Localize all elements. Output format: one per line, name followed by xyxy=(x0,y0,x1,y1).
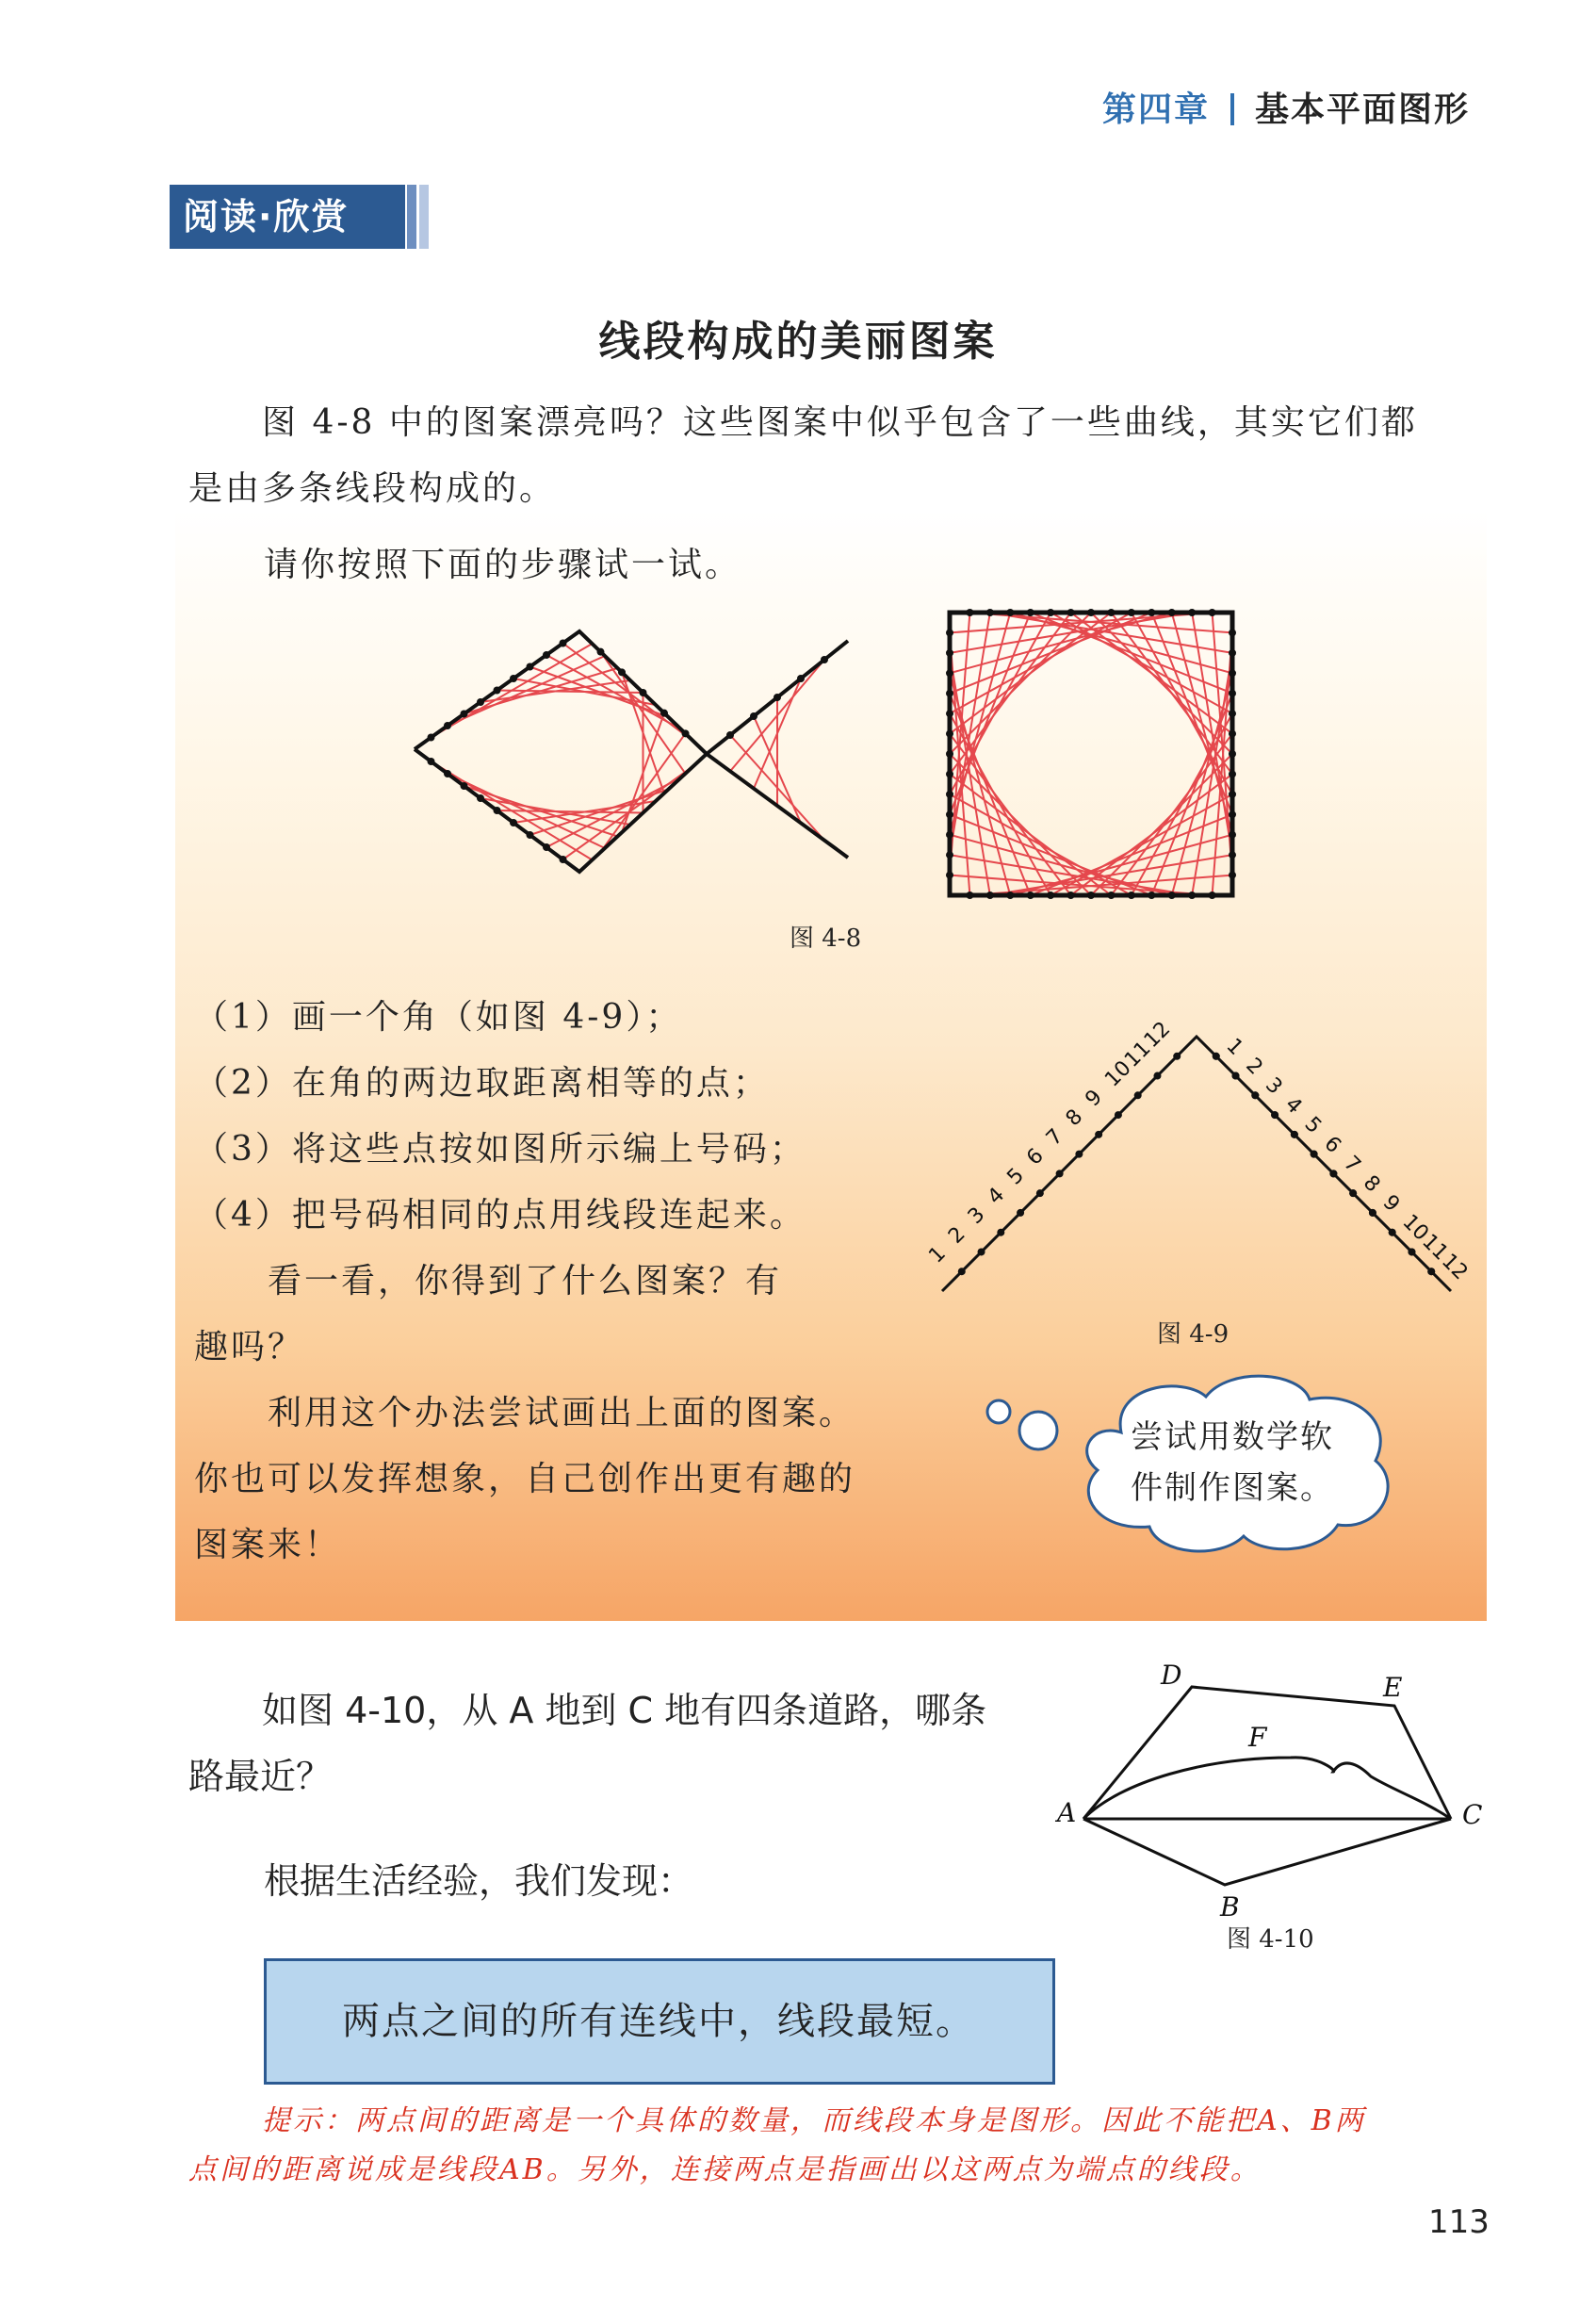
point-label: D xyxy=(1161,1660,1182,1691)
hint-line: 提示：两点间的距离是一个具体的数量，而线段本身是图形。因此不能把A、B两 xyxy=(262,2104,1366,2137)
bubble-line: 尝试用数学软 xyxy=(1131,1418,1334,1456)
anchor-dot xyxy=(774,694,781,701)
anchor-dot xyxy=(1067,609,1075,616)
anchor-dot xyxy=(946,629,953,636)
angle-dot xyxy=(1311,1151,1318,1158)
anchor-dot xyxy=(618,668,626,676)
angle-number: 3 xyxy=(963,1203,990,1229)
anchor-dot xyxy=(821,656,828,663)
anchor-dot xyxy=(527,831,534,839)
angle-number: 3 xyxy=(1261,1072,1287,1100)
anchor-dot xyxy=(946,710,953,717)
anchor-dot xyxy=(966,609,973,616)
anchor-dot xyxy=(1087,609,1095,616)
anchor-dot xyxy=(477,794,484,802)
angle-dot xyxy=(1291,1131,1298,1138)
anchor-dot xyxy=(494,687,501,695)
anchor-dot xyxy=(1229,730,1236,738)
angle-dot xyxy=(1173,1053,1181,1060)
angle-dot xyxy=(958,1268,966,1275)
angle-number: 4 xyxy=(1279,1092,1307,1120)
anchor-dot xyxy=(527,663,534,671)
create-line: 利用这个办法尝试画出上面的图案。 xyxy=(268,1394,856,1432)
angle-dot xyxy=(1251,1091,1259,1099)
anchor-dot xyxy=(560,856,567,863)
angle-dot xyxy=(1232,1072,1240,1080)
anchor-dot xyxy=(1006,609,1014,616)
anchor-dot xyxy=(1006,892,1014,899)
running-head xyxy=(1102,83,1470,131)
anchor-dot xyxy=(750,712,757,720)
angle-number: 6 xyxy=(1022,1144,1049,1170)
road-question xyxy=(188,1677,1055,1809)
angle-number: 4 xyxy=(983,1183,1010,1210)
chapter-label: 第四章 xyxy=(1102,90,1211,129)
angle-number: 5 xyxy=(1299,1112,1327,1138)
tab-stripe xyxy=(419,185,429,249)
bubble-text xyxy=(1131,1412,1404,1513)
article-title: 线段构成的美丽图案 xyxy=(598,318,998,366)
point-label: B xyxy=(1220,1891,1240,1918)
step-item: （4）把号码相同的点用线段连起来。 xyxy=(194,1196,806,1235)
step-item: （3）将这些点按如图所示编上号码； xyxy=(194,1130,806,1169)
angle-number: 8 xyxy=(1061,1104,1088,1132)
anchor-dot xyxy=(946,872,953,879)
section-tab-label: 阅读·欣赏 xyxy=(170,185,405,249)
angle-dot xyxy=(1036,1189,1044,1197)
angle-dot xyxy=(1271,1111,1278,1119)
string-line xyxy=(497,691,643,694)
bubble-line: 件制作图案。 xyxy=(1131,1469,1334,1507)
angle-dot xyxy=(1075,1151,1083,1158)
step-item: （1）画一个角（如图 4-9）； xyxy=(194,998,683,1037)
anchor-dot xyxy=(1168,892,1176,899)
anchor-dot xyxy=(946,810,953,818)
anchor-dot xyxy=(1027,609,1034,616)
angle-number: 12 xyxy=(1139,1018,1176,1054)
anchor-dot xyxy=(1229,872,1236,879)
angle-dot xyxy=(1349,1189,1357,1197)
anchor-dot xyxy=(1229,710,1236,717)
point-label: E xyxy=(1383,1672,1403,1703)
anchor-dot xyxy=(1229,770,1236,777)
anchor-dot xyxy=(726,731,734,739)
anchor-dot xyxy=(1188,609,1196,616)
angle-dot xyxy=(1134,1091,1142,1099)
angle-number: 2 xyxy=(1241,1054,1267,1080)
anchor-dot xyxy=(946,770,953,777)
anchor-dot xyxy=(1087,892,1095,899)
anchor-dot xyxy=(1229,831,1236,839)
anchor-dot xyxy=(1229,690,1236,697)
road-line: 如图 4-10，从 A 地到 C 地有四条道路，哪条 xyxy=(262,1690,987,1731)
anchor-dot xyxy=(1067,892,1075,899)
intro-line: 图 4-8 中的图案漂亮吗？这些图案中似乎包含了一些曲线，其实它们都 xyxy=(262,403,1418,442)
header-divider xyxy=(1230,93,1234,125)
anchor-dot xyxy=(1188,892,1196,899)
step-item: （2）在角的两边取距离相等的点； xyxy=(194,1064,770,1103)
anchor-dot xyxy=(946,750,953,758)
angle-number: 7 xyxy=(1339,1151,1365,1178)
anchor-dot xyxy=(510,819,517,826)
look-line: 趣吗？ xyxy=(194,1328,305,1366)
angle-number: 9 xyxy=(1081,1085,1108,1112)
angle-number: 2 xyxy=(944,1222,970,1249)
anchor-dot xyxy=(1229,810,1236,818)
anchor-dot xyxy=(428,758,435,765)
anchor-dot xyxy=(477,698,484,706)
anchor-dot xyxy=(597,648,605,656)
anchor-dot xyxy=(1148,609,1155,616)
page-number: 113 xyxy=(1428,2203,1490,2241)
anchor-dot xyxy=(1229,669,1236,677)
intro-paragraph xyxy=(188,390,1489,522)
anchor-dot xyxy=(1229,851,1236,859)
angle-dot xyxy=(1056,1170,1064,1177)
angle-number: 10 xyxy=(1100,1056,1136,1092)
angle-number: 5 xyxy=(1002,1163,1029,1190)
anchor-dot xyxy=(1229,629,1236,636)
rule-box xyxy=(264,1958,1055,2085)
anchor-dot xyxy=(946,791,953,798)
anchor-dot xyxy=(1229,791,1236,798)
road-figure xyxy=(1046,1654,1498,1918)
anchor-dot xyxy=(1047,609,1054,616)
anchor-dot xyxy=(1209,609,1216,616)
point-label: A xyxy=(1057,1797,1077,1828)
anchor-dot xyxy=(1027,892,1034,899)
create-line: 图案来！ xyxy=(194,1526,342,1564)
angle-dot xyxy=(1017,1209,1024,1217)
intro-line: 是由多条线段构成的。 xyxy=(188,469,557,508)
fish-figure xyxy=(405,622,876,886)
look-line: 看一看，你得到了什么图案？有 xyxy=(268,1262,783,1301)
figure-caption: 图 4-8 xyxy=(790,924,862,953)
anchor-dot xyxy=(461,782,468,790)
anchor-dot xyxy=(986,609,994,616)
finding-line: 根据生活经验，我们发现： xyxy=(264,1860,694,1902)
angle-number: 7 xyxy=(1041,1124,1068,1151)
anchor-dot xyxy=(543,843,550,851)
anchor-dot xyxy=(543,651,550,659)
angle-dot xyxy=(1408,1248,1415,1255)
angle-number: 8 xyxy=(1358,1170,1385,1198)
angle-number: 6 xyxy=(1319,1132,1345,1158)
anchor-dot xyxy=(946,690,953,697)
angle-figure xyxy=(923,1018,1489,1319)
angle-dot xyxy=(1095,1131,1102,1138)
angle-number: 9 xyxy=(1377,1190,1405,1218)
angle-dot xyxy=(1427,1268,1435,1275)
anchor-dot xyxy=(1128,609,1135,616)
angle-dot xyxy=(997,1229,1004,1236)
anchor-dot xyxy=(510,675,517,682)
road-line: 路最近？ xyxy=(188,1756,333,1797)
angle-number: 11 xyxy=(1417,1230,1453,1266)
hint-note xyxy=(188,2097,1489,2195)
anchor-dot xyxy=(797,675,805,682)
anchor-dot xyxy=(444,770,451,777)
anchor-dot xyxy=(461,711,468,718)
angle-number: 1 xyxy=(1221,1034,1248,1060)
anchor-dot xyxy=(946,649,953,657)
anchor-dot xyxy=(1148,892,1155,899)
rule-text: 两点之间的所有连线中，线段最短。 xyxy=(342,2000,975,2043)
anchor-dot xyxy=(1128,892,1135,899)
angle-number: 12 xyxy=(1436,1249,1473,1285)
square-figure xyxy=(940,603,1242,905)
anchor-dot xyxy=(428,734,435,742)
anchor-dot xyxy=(1107,892,1115,899)
anchor-dot xyxy=(946,669,953,677)
anchor-dot xyxy=(946,851,953,859)
angle-dot xyxy=(1389,1229,1396,1236)
intro-line: 请你按照下面的步骤试一试。 xyxy=(264,546,742,584)
figure-caption: 图 4-10 xyxy=(1227,1925,1314,1954)
anchor-dot xyxy=(1229,750,1236,758)
anchor-dot xyxy=(660,710,668,717)
angle-number: 1 xyxy=(924,1241,951,1268)
steps-list xyxy=(194,985,920,1579)
point-label: C xyxy=(1462,1799,1483,1830)
anchor-dot xyxy=(946,831,953,839)
hint-line: 点间的距离说成是线段AB。另外，连接两点是指画出以这两点为端点的线段。 xyxy=(188,2153,1262,2186)
angle-dot xyxy=(1329,1170,1337,1177)
anchor-dot xyxy=(640,689,647,696)
create-line: 你也可以发挥想象，自己创作出更有趣的 xyxy=(194,1460,856,1498)
anchor-dot xyxy=(1168,609,1176,616)
angle-dot xyxy=(1115,1111,1122,1119)
tab-stripe xyxy=(407,185,416,249)
point-label: F xyxy=(1248,1722,1267,1753)
anchor-dot xyxy=(986,892,994,899)
figure-caption: 图 4-9 xyxy=(1157,1320,1230,1349)
angle-dot xyxy=(1369,1209,1376,1217)
string-line xyxy=(497,810,643,813)
angle-number: 11 xyxy=(1120,1037,1156,1072)
section-tab xyxy=(170,185,429,249)
anchor-dot xyxy=(1229,649,1236,657)
angle-dot xyxy=(1213,1053,1220,1060)
anchor-dot xyxy=(494,807,501,814)
anchor-dot xyxy=(560,640,567,647)
anchor-dot xyxy=(966,892,973,899)
chapter-title: 基本平面图形 xyxy=(1255,90,1471,129)
anchor-dot xyxy=(1107,609,1115,616)
anchor-dot xyxy=(946,730,953,738)
anchor-dot xyxy=(1047,892,1054,899)
angle-dot xyxy=(978,1248,985,1255)
anchor-dot xyxy=(1209,892,1216,899)
anchor-dot xyxy=(444,722,451,729)
angle-number: 10 xyxy=(1397,1210,1433,1246)
angle-dot xyxy=(1153,1072,1161,1080)
anchor-dot xyxy=(682,729,690,737)
